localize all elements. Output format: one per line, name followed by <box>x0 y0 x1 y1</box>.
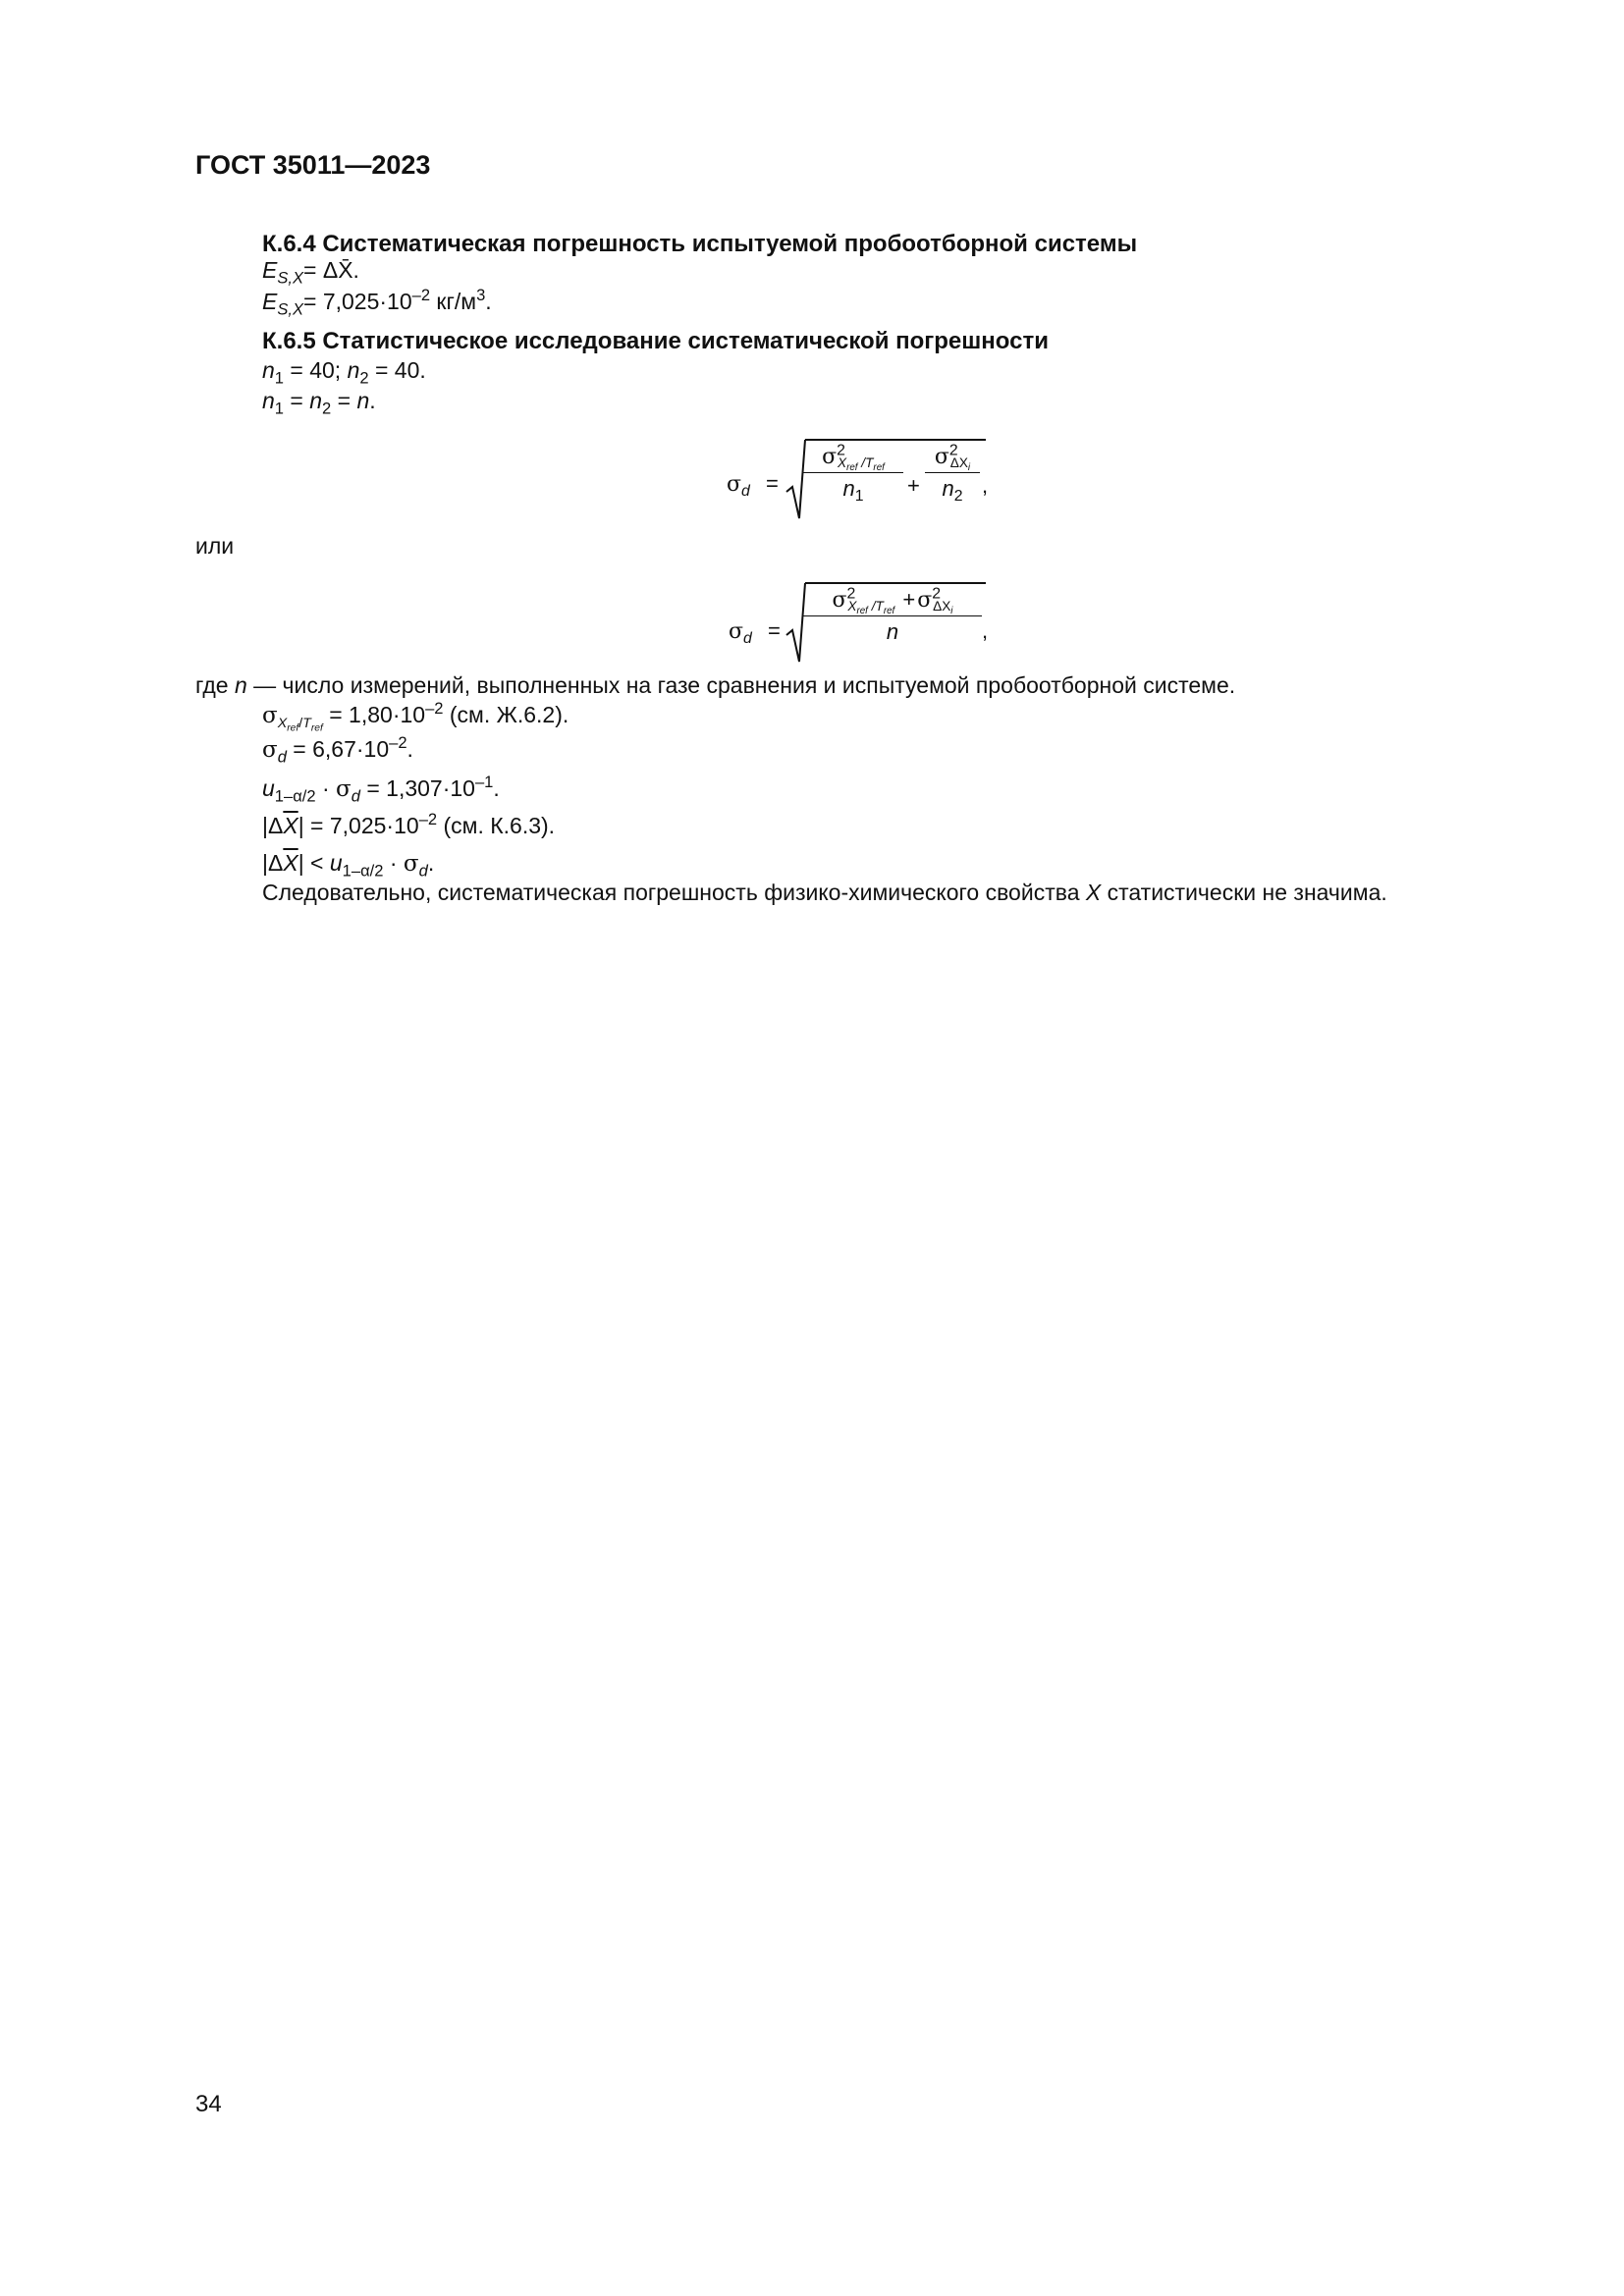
formula2-sigma-sub: d <box>743 630 752 648</box>
f2-n-sq1: 2 <box>846 585 856 603</box>
f2-n-x: X <box>847 599 857 614</box>
esx-symbol: E <box>262 257 278 283</box>
eq-n-end: . <box>369 388 376 413</box>
f1-d1-sub: 1 <box>854 488 864 506</box>
result-sigma-d <box>262 732 413 767</box>
n1-subscript: 1 <box>274 368 284 388</box>
esx-value-symbol: E <box>262 289 278 314</box>
eq-esx-definition <box>262 257 359 288</box>
f2-n-plus: + <box>902 587 916 612</box>
section-k64-heading: К.6.4 Систематическая погрешность испытуемой пробоотборной системы <box>262 231 1138 257</box>
n-equality-line <box>262 388 376 418</box>
f1-d1-n: n <box>842 476 855 501</box>
formula1-numerator-2 <box>925 444 980 472</box>
formula1-equals: = <box>765 471 779 496</box>
r4-open: |Δ <box>262 813 284 838</box>
formula2-denominator <box>803 616 982 645</box>
n-values-line <box>262 357 426 388</box>
eq-n2-subscript: 2 <box>322 399 332 418</box>
r3-dot: · <box>315 775 337 801</box>
r3-sub: d <box>351 786 360 806</box>
n2-subscript: 2 <box>359 368 369 388</box>
f1-n2-i: i <box>967 462 971 474</box>
f2-n-ref2: ref <box>883 606 895 617</box>
f1-n2-sigma: σ <box>934 445 949 469</box>
r3-u-sub: 1–α/2 <box>274 786 316 806</box>
eq-n2-symbol: n <box>309 388 323 413</box>
esx-unit-exponent: 3 <box>476 285 486 304</box>
formula2-lhs <box>729 618 781 648</box>
r1-exponent: –2 <box>425 698 444 718</box>
r5-end: . <box>427 850 435 876</box>
r5-mid: | < <box>298 850 330 876</box>
r5-u-sub: 1–α/2 <box>342 861 384 881</box>
r1-sub-ref2: ref <box>310 721 323 733</box>
formula2-comma: , <box>982 618 989 643</box>
r1-value: = 1,80·10 <box>322 702 426 727</box>
f1-n1-slash: / <box>857 455 866 471</box>
f2-n-i: i <box>950 606 953 617</box>
formula2-equals: = <box>767 618 781 643</box>
n1-symbol: n <box>262 357 275 383</box>
esx-subscript: S,X <box>277 268 304 288</box>
n1-value: = 40; <box>284 357 348 383</box>
r2-value: = 6,67·10 <box>286 736 390 762</box>
r4-exponent: –2 <box>418 809 438 828</box>
result-comparison <box>262 850 435 881</box>
result-abs-delta-x <box>262 809 556 838</box>
f1-d2-n: n <box>942 476 954 501</box>
where-line <box>195 674 1235 697</box>
r4-ref: (см. К.6.3). <box>437 813 556 838</box>
formula1-fraction-2 <box>925 442 980 506</box>
f1-n1-sq: 2 <box>837 442 845 459</box>
formula1-denominator-1 <box>803 473 903 506</box>
formula1-numerator-1 <box>803 444 903 472</box>
f1-n2-sq: 2 <box>948 442 958 459</box>
f1-n1-ref2: ref <box>873 462 885 474</box>
eq-n1-subscript: 1 <box>274 399 284 418</box>
formula1-radical-bar <box>805 439 986 441</box>
formula2-numerator <box>803 587 982 615</box>
r1-ref: (см. Ж.6.2). <box>443 702 569 727</box>
formula1-fraction-1 <box>803 442 903 506</box>
or-text: или <box>195 533 235 559</box>
r4-x: $\overline{X}$ <box>283 813 298 838</box>
esx-value-exponent: –2 <box>411 285 431 304</box>
eq-esx-value <box>262 285 492 319</box>
f2-n-sigma2: σ <box>917 588 933 613</box>
conclusion-b: статистически не значима. <box>1101 880 1387 905</box>
esx-rhs: = ΔX̄. <box>303 257 359 283</box>
r1-sub-t: T <box>302 715 311 731</box>
f2-n-slash: / <box>867 599 876 614</box>
r2-sub: d <box>277 747 287 767</box>
conclusion-a: Следовательно, систематическая погрешность физико-химического свойства <box>262 880 1086 905</box>
f2-n-t: T <box>875 599 884 614</box>
formula1-lhs <box>727 471 779 501</box>
esx-value-unit: кг/м <box>430 289 477 314</box>
eq-n-symbol: n <box>356 388 370 413</box>
f1-n1-sigma: σ <box>822 445 838 469</box>
formula2-fraction <box>803 587 982 645</box>
r3-exponent: –1 <box>474 772 494 791</box>
page-number: 34 <box>195 2091 222 2117</box>
f2-n-sq2: 2 <box>932 585 942 603</box>
f1-n1-x: X <box>837 455 847 471</box>
f2-d-n: n <box>886 619 899 644</box>
formula1-plus: + <box>907 473 920 498</box>
formula1-denominator-2 <box>925 473 980 506</box>
eq-n-eq: = <box>331 388 357 413</box>
f2-n-dx: ΔX <box>933 599 951 614</box>
f2-n-sigma1: σ <box>832 588 847 613</box>
eq-n-mid: = <box>284 388 310 413</box>
f1-n2-dx: ΔX <box>949 455 968 471</box>
header-title: ГОСТ 35011—2023 <box>195 150 431 180</box>
esx-value-end: . <box>485 289 492 314</box>
esx-value-subscript: S,X <box>277 299 304 319</box>
f1-n1-t: T <box>865 455 874 471</box>
formula1-comma: , <box>982 473 989 498</box>
r3-u: u <box>262 775 275 801</box>
eq-n1-symbol: n <box>262 388 275 413</box>
result-u-sigma <box>262 772 500 806</box>
r5-dot: · <box>383 850 404 876</box>
n2-symbol: n <box>347 357 360 383</box>
document-header <box>195 152 430 179</box>
r2-sigma: σ <box>262 737 278 763</box>
r1-sub-x: X <box>277 715 288 731</box>
where-rest: — число измерений, выполненных на газе сравнения и испытуемой пробоотборной системе. <box>246 672 1236 698</box>
r3-sigma: σ <box>336 776 352 802</box>
r1-sub-slash: / <box>298 715 303 731</box>
r3-end: . <box>493 775 500 801</box>
n2-value: = 40. <box>368 357 426 383</box>
r5-sigma: σ <box>403 851 419 877</box>
r5-sub: d <box>418 861 428 881</box>
r3-value: = 1,307·10 <box>359 775 475 801</box>
r5-u: u <box>329 850 343 876</box>
f1-n1-ref: ref <box>846 462 858 474</box>
where-var: n <box>234 672 247 698</box>
formula1-sigma-sub: d <box>741 483 750 501</box>
r5-x: $\overline{X}$ <box>283 850 298 876</box>
r1-sub-ref: ref <box>287 721 299 733</box>
conclusion-line <box>262 881 1387 904</box>
section-k65-heading: К.6.5 Статистическое исследование систематической погрешности <box>262 328 1049 354</box>
esx-value-number: = 7,025·10 <box>303 289 412 314</box>
formula2-radical-bar <box>805 582 986 584</box>
formula2-sigma: σ <box>729 619 744 644</box>
r2-exponent: –2 <box>389 732 407 752</box>
result-sigma-xref <box>262 698 569 733</box>
formula1-sigma: σ <box>727 472 742 497</box>
conclusion-var: X <box>1085 880 1102 905</box>
r1-sigma: σ <box>262 703 278 728</box>
f1-d2-sub: 2 <box>953 488 963 506</box>
where-prefix: где <box>195 672 235 698</box>
f2-n-ref: ref <box>856 606 868 617</box>
r5-open: |Δ <box>262 850 284 876</box>
r2-end: . <box>406 736 413 762</box>
r4-value: | = 7,025·10 <box>298 813 419 838</box>
